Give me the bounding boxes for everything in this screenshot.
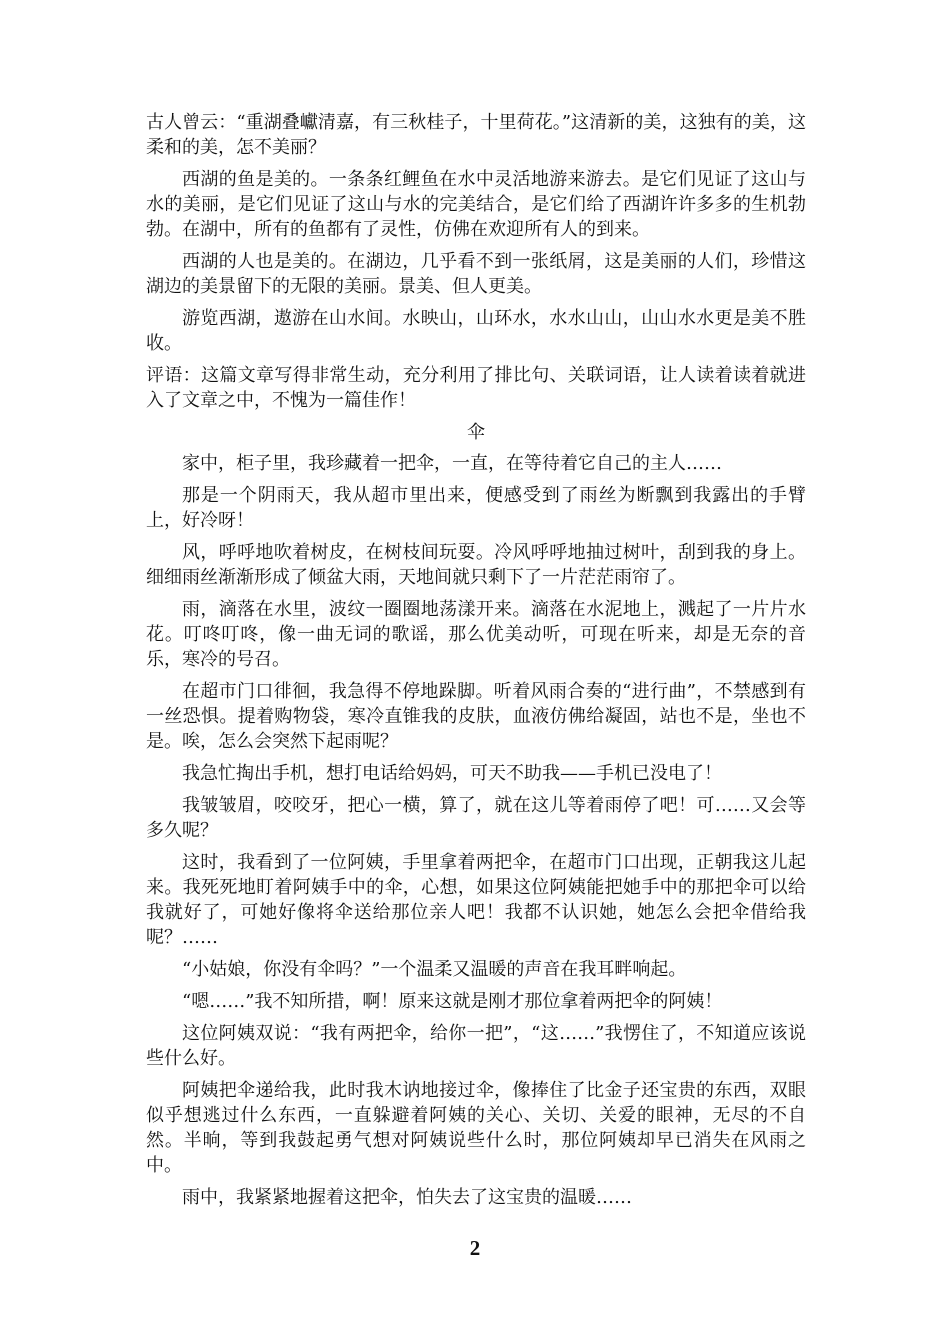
paragraph: “嗯……”我不知所措，啊！原来这就是刚才那位拿着两把伞的阿姨！ (182, 991, 723, 1012)
paragraph: 家中，柜子里，我珍藏着一把伞，一直，在等待着它自己的主人…… (182, 453, 722, 474)
paragraph: 那是一个阴雨天，我从超市里出来，便感受到了雨丝为断飘到我露出的手臂上，好冷呀！ (146, 485, 806, 531)
essay-title: 伞 (467, 422, 485, 443)
paragraph: 风，呼呼地吹着树皮，在树枝间玩耍。冷风呼呼地抽过树叶，刮到我的身上。细细雨丝渐渐形成了倾盆大雨，天地间就只剩下了一片茫茫雨帘了。 (146, 542, 806, 588)
paragraph: 在超市门口徘徊，我急得不停地跺脚。听着风雨合奏的“进行曲”，不禁感到有一丝恐惧。提着购物袋，寒冷直锥我的皮肤，血液仿佛给凝固，站也不是，坐也不是。唉，怎么会突然下起雨呢？ (146, 681, 806, 752)
paragraph: 雨，滴落在水里，波纹一圈圈地荡漾开来。滴落在水泥地上，溅起了一片片水花。叮咚叮咚，像一曲无词的歌谣，那么优美动听，可现在听来，却是无奈的音乐，寒冷的号召。 (146, 599, 806, 670)
page-number: 2 (469, 1236, 481, 1260)
paragraph: 西湖的鱼是美的。一条条红鲤鱼在水中灵活地游来游去。是它们见证了这山与水的美丽，是它们见证了这山与水的完美结合，是它们给了西湖许许多多的生机勃勃。在湖中，所有的鱼都有了灵性，仿佛在欢迎所有人的到来。 (146, 169, 806, 240)
paragraph: 阿姨把伞递给我，此时我木讷地接过伞，像捧住了比金子还宝贵的东西，双眼似乎想逃过什么东西，一直躲避着阿姨的关心、关切、关爱的眼神，无尽的不自然。半晌，等到我鼓起勇气想对阿姨说些什么时，那位阿姨却早已消失在风雨之中。 (146, 1080, 806, 1176)
paragraph: 古人曾云：“重湖叠巘清嘉，有三秋桂子，十里荷花。”这清新的美，这独有的美，这柔和的美，怎不美丽？ (146, 112, 806, 158)
paragraph: 雨中，我紧紧地握着这把伞，怕失去了这宝贵的温暖…… (182, 1187, 632, 1208)
document-body (146, 110, 806, 1217)
paragraph: 游览西湖，遨游在山水间。水映山，山环水，水水山山，山山水水更是美不胜收。 (146, 308, 806, 354)
comment-paragraph: 评语：这篇文章写得非常生动，充分利用了排比句、关联词语，让人读着读着就进入了文章之中，不愧为一篇佳作！ (146, 365, 806, 411)
paragraph: 这时，我看到了一位阿姨，手里拿着两把伞，在超市门口出现，正朝我这儿起来。我死死地盯着阿姨手中的伞，心想，如果这位阿姨能把她手中的那把伞可以给我就好了，可她好像将伞送给那位亲人吧！我都不认识她，她怎么会把伞借给我呢？…… (146, 852, 806, 948)
paragraph: 我皱皱眉，咬咬牙，把心一横，算了，就在这儿等着雨停了吧！可……又会等多久呢？ (146, 795, 806, 841)
paragraph: “小姑娘，你没有伞吗？”一个温柔又温暖的声音在我耳畔响起。 (182, 959, 687, 980)
paragraph: 我急忙掏出手机，想打电话给妈妈，可天不助我——手机已没电了！ (182, 763, 722, 784)
paragraph: 西湖的人也是美的。在湖边，几乎看不到一张纸屑，这是美丽的人们，珍惜这湖边的美景留下的无限的美丽。景美、但人更美。 (146, 251, 806, 297)
paragraph: 这位阿姨双说：“我有两把伞，给你一把”，“这……”我愣住了，不知道应该说些什么好。 (146, 1023, 806, 1069)
